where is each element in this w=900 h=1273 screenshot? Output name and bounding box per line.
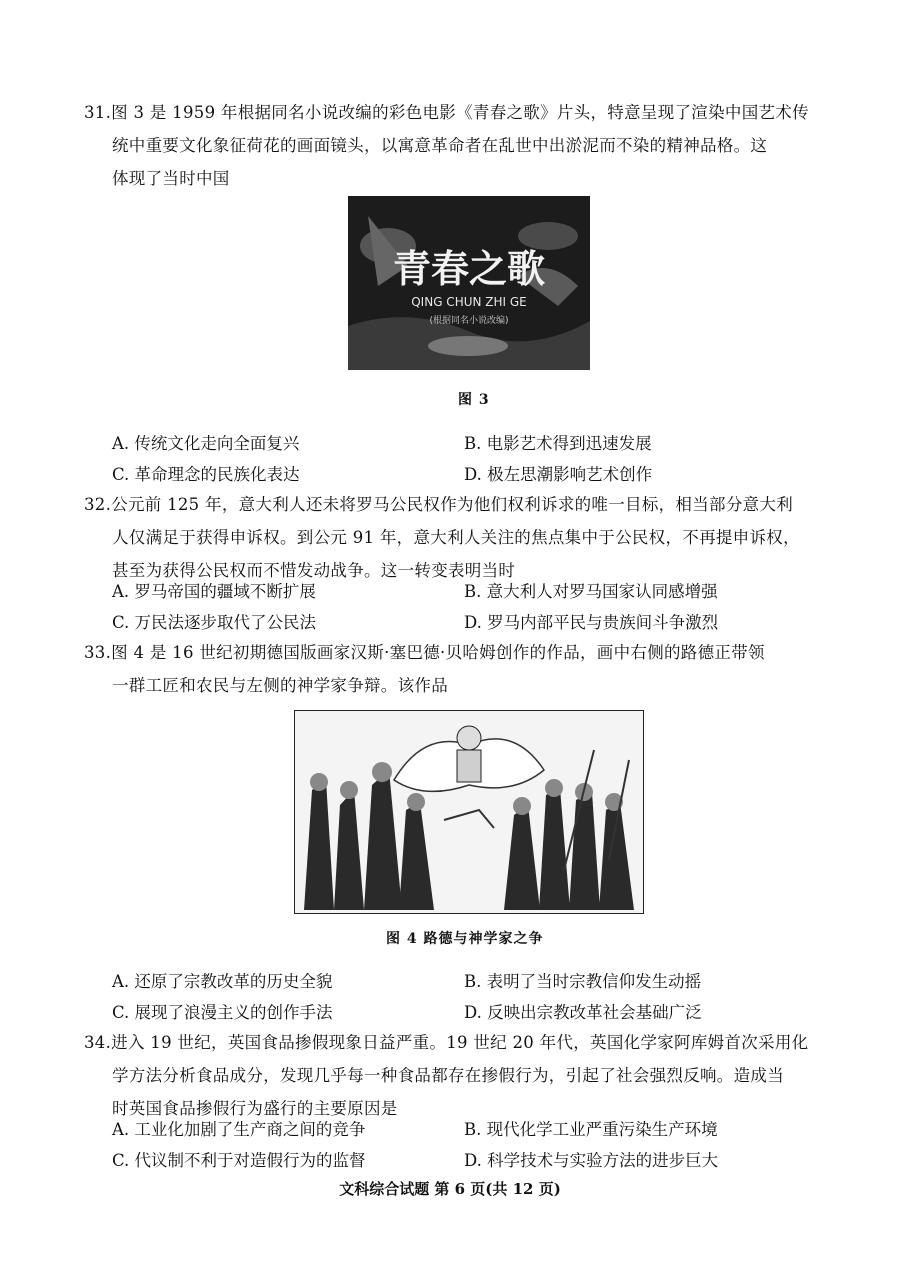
question-31-line-3: 体现了当时中国 — [112, 169, 230, 188]
question-32-option-b[interactable]: B. 意大利人对罗马国家认同感增强 — [464, 582, 718, 601]
question-32-option-c[interactable]: C. 万民法逐步取代了公民法 — [112, 613, 317, 632]
figure-3-pinyin: QING CHUN ZHI GE — [411, 295, 527, 309]
question-33-option-b[interactable]: B. 表明了当时宗教信仰发生动摇 — [464, 972, 702, 991]
figure-3-title: 青春之歌 — [392, 247, 546, 291]
question-34-line-2: 学方法分析食品成分，发现几乎每一种食品都存在掺假行为，引起了社会强烈反响。造成当 — [112, 1066, 784, 1085]
question-32-line-2: 人仅满足于获得申诉权。到公元 91 年，意大利人关注的焦点集中于公民权，不再提申诉权， — [112, 528, 800, 547]
figure-4-caption: 图 4 路德与神学家之争 — [386, 931, 544, 947]
question-32-option-a[interactable]: A. 罗马帝国的疆域不断扩展 — [112, 582, 316, 601]
question-31-line-2: 统中重要文化象征荷花的画面镜头，以寓意革命者在乱世中出淤泥而不染的精神品格。这 — [112, 136, 768, 155]
question-32-options — [112, 576, 832, 638]
question-31-options — [112, 428, 832, 490]
question-31-option-a[interactable]: A. 传统文化走向全面复兴 — [112, 434, 300, 453]
question-31-option-c[interactable]: C. 革命理念的民族化表达 — [112, 465, 300, 484]
question-33-option-d[interactable]: D. 反映出宗教改革社会基础广泛 — [464, 1003, 702, 1022]
question-34-option-a[interactable]: A. 工业化加剧了生产商之间的竞争 — [112, 1120, 366, 1139]
question-33-line-1: 33.图 4 是 16 世纪初期德国版画家汉斯·塞巴德·贝哈姆创作的作品，画中右侧的路德正带领 — [84, 643, 765, 662]
question-32-line-3: 甚至为获得公民权而不惜发动战争。这一转变表明当时 — [112, 561, 516, 580]
question-31-option-b[interactable]: B. 电影艺术得到迅速发展 — [464, 434, 652, 453]
question-31-option-d[interactable]: D. 极左思潮影响艺术创作 — [464, 465, 653, 484]
question-34-options — [112, 1114, 832, 1176]
question-34-option-d[interactable]: D. 科学技术与实验方法的进步巨大 — [464, 1151, 719, 1170]
question-34-option-c[interactable]: C. 代议制不利于对造假行为的监督 — [112, 1151, 366, 1170]
question-32 — [84, 488, 836, 587]
question-32-option-d[interactable]: D. 罗马内部平民与贵族间斗争激烈 — [464, 613, 719, 632]
figure-3-film-title-image — [348, 196, 590, 370]
question-34-option-b[interactable]: B. 现代化学工业严重污染生产环境 — [464, 1120, 718, 1139]
question-33 — [84, 636, 836, 702]
page-footer: 文科综合试题 第 6 页(共 12 页) — [339, 1180, 561, 1198]
figure-3-subtitle: (根据同名小说改编) — [429, 316, 509, 326]
question-31-line-1: 31.图 3 是 1959 年根据同名小说改编的彩色电影《青春之歌》片头，特意呈现了渲染中国艺术传 — [84, 103, 809, 122]
figure-4-woodcut-image — [294, 710, 644, 914]
question-33-line-2: 一群工匠和农民与左侧的神学家争辩。该作品 — [112, 676, 448, 695]
question-34 — [84, 1026, 836, 1125]
question-31 — [84, 96, 836, 195]
question-33-option-c[interactable]: C. 展现了浪漫主义的创作手法 — [112, 1003, 333, 1022]
question-33-option-a[interactable]: A. 还原了宗教改革的历史全貌 — [112, 972, 333, 991]
question-34-line-3: 时英国食品掺假行为盛行的主要原因是 — [112, 1099, 398, 1118]
question-32-line-1: 32.公元前 125 年，意大利人还未将罗马公民权作为他们权利诉求的唯一目标，相当部分意大利 — [84, 495, 794, 514]
question-34-line-1: 34.进入 19 世纪，英国食品掺假现象日益严重。19 世纪 20 年代，英国化学家阿库姆首次采用化 — [84, 1033, 809, 1052]
question-33-options — [112, 966, 832, 1028]
figure-3-caption: 图 3 — [458, 392, 490, 408]
